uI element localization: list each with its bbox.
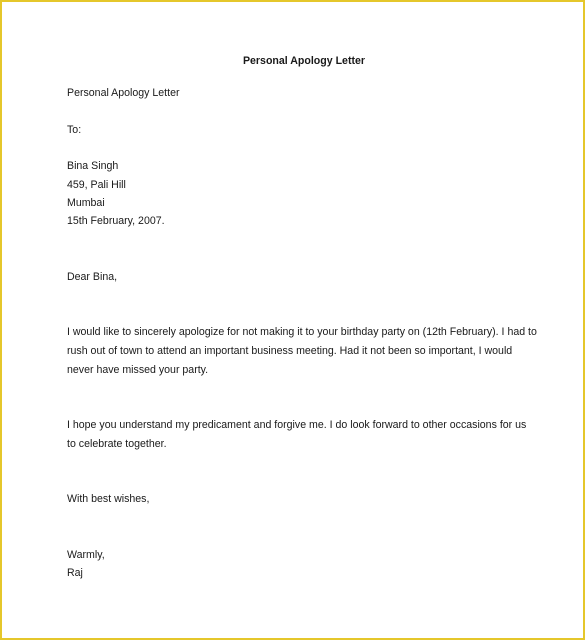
recipient-name: Bina Singh	[67, 160, 119, 172]
body-paragraph-1: I would like to sincerely apologize for not making it to your birthday party on (12th February). I had to rush out of town to attend an important business meeting. Had it not been so important, I would never have missed your party.	[67, 326, 537, 376]
salutation: Dear Bina,	[67, 271, 118, 283]
letter-date: 15th February, 2007.	[67, 215, 165, 227]
recipient-city: Mumbai	[67, 197, 105, 209]
to-label: To:	[67, 124, 82, 136]
body-paragraph-2: I hope you understand my predicament and forgive me. I do look forward to other occasions for us to celebrate together.	[67, 419, 527, 450]
closing-wishes: With best wishes,	[67, 493, 150, 505]
letter-heading-line: Personal Apology Letter	[67, 87, 180, 99]
signature-name: Raj	[67, 567, 83, 579]
signoff: Warmly,	[67, 549, 105, 561]
recipient-address: 459, Pali Hill	[67, 179, 126, 191]
letter-title: Personal Apology Letter	[242, 55, 366, 67]
